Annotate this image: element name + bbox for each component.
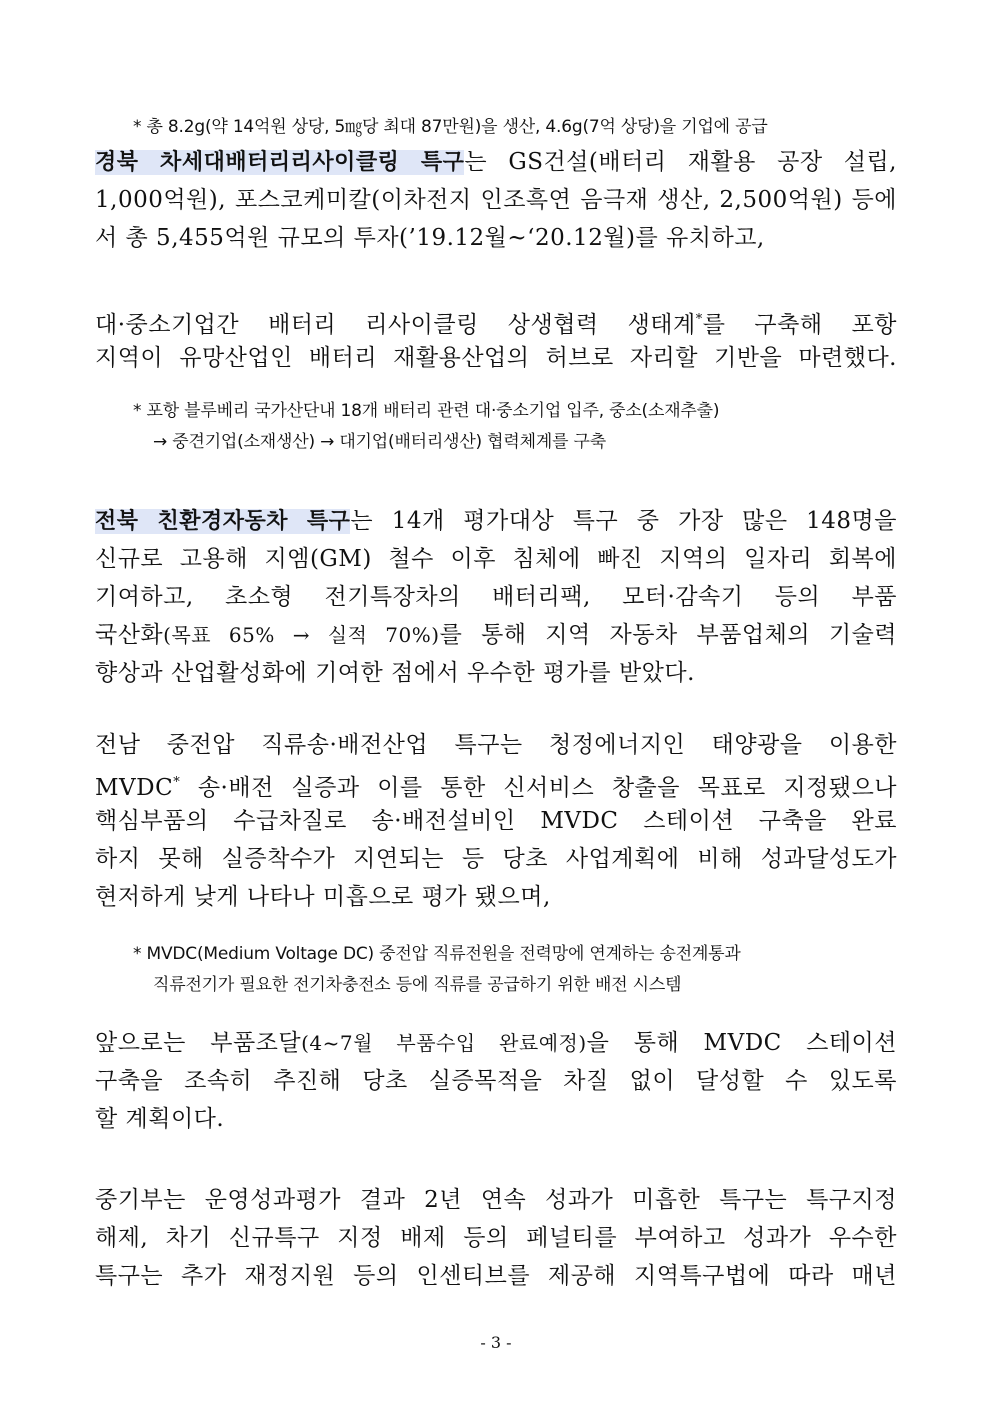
paragraph-line: 특구는 추가 재정지원 등의 인센티브를 제공해 지역특구법에 따라 매년 [95, 1263, 897, 1289]
paragraph-line: MVDC* 송·배전 실증과 이를 통한 신서비스 창출을 목표로 지정됐으나 [95, 775, 897, 801]
paragraph-line: 기여하고, 초소형 전기특장차의 배터리팩, 모터·감속기 등의 부품 [95, 584, 897, 610]
paragraph-line: 현저하게 낮게 나타나 미흡으로 평가 됐으며, [95, 884, 551, 910]
footnote-marker: * [695, 312, 703, 327]
footnote-line: * MVDC(Medium Voltage DC) 중전압 직류전원을 전력망에 연계하는 송전계통과 [133, 944, 741, 964]
footnote-line: → 중견기업(소재생산) → 대기업(배터리생산) 협력체계를 구축 [153, 432, 606, 452]
paragraph-ministry-policy [95, 1181, 897, 1295]
paragraph-jeonnam [95, 726, 897, 916]
paragraph-line: 신규로 고용해 지엠(GM) 철수 이후 침체에 빠진 지역의 일자리 회복에 [95, 546, 897, 572]
paragraph-jeonbuk [95, 502, 897, 692]
paragraph-line: 구축을 조속히 추진해 당초 실증목적을 차질 없이 달성할 수 있도록 [95, 1068, 897, 1094]
paragraph-recycling-ecosystem [95, 301, 897, 377]
paragraph-line: 서 총 5,455억원 규모의 투자(’19.12월~‘20.12월)를 유치하고, [95, 225, 765, 251]
paragraph-line: 1,000억원), 포스코케미칼(이차전지 인조흑연 음극재 생산, 2,500억원) 등에 [95, 187, 897, 213]
footnote-marker: * [173, 775, 181, 790]
paragraph-line: 앞으로는 부품조달(4~7월 부품수입 완료예정)을 통해 MVDC 스테이션 [95, 1030, 897, 1056]
paragraph-line: 지역이 유망산업인 배터리 재활용산업의 허브로 자리할 기반을 마련했다. [95, 345, 897, 371]
footnote-line: * 포항 블루베리 국가산단내 18개 배터리 관련 대·중소기업 입주, 중소(소재추출) [133, 401, 720, 421]
paragraph-gyeongbuk [95, 143, 897, 257]
highlight-jeonbuk: 전북 친환경자동차 특구 [95, 509, 351, 534]
footnote-line: 직류전기가 필요한 전기차충전소 등에 직류를 공급하기 위한 배전 시스템 [153, 975, 682, 995]
highlight-gyeongbuk: 경북 차세대배터리리사이클링 특구 [95, 150, 465, 175]
paragraph-line: 전북 친환경자동차 특구는 14개 평가대상 특구 중 가장 많은 148명을 [95, 508, 897, 534]
paragraph-line: 대·중소기업간 배터리 리사이클링 상생협력 생태계*를 구축해 포항 [95, 312, 897, 338]
paragraph-line: 해제, 차기 신규특구 지정 배제 등의 페널티를 부여하고 성과가 우수한 [95, 1225, 897, 1251]
footnote-production [133, 112, 903, 143]
paragraph-line: 하지 못해 실증착수가 지연되는 등 당초 사업계획에 비해 성과달성도가 [95, 846, 897, 872]
paragraph-line: 전남 중전압 직류송·배전산업 특구는 청정에너지인 태양광을 이용한 [95, 732, 898, 758]
paragraph-line: 할 계획이다. [95, 1106, 225, 1132]
footnote-mvdc [133, 939, 903, 1001]
paragraph-future-plan [95, 1024, 897, 1138]
paragraph-line: 경북 차세대배터리리사이클링 특구는 GS건설(배터리 재활용 공장 설립, [95, 149, 897, 175]
paragraph-line: 핵심부품의 수급차질로 송·배전설비인 MVDC 스테이션 구축을 완료 [95, 808, 897, 834]
paragraph-line: 중기부는 운영성과평가 결과 2년 연속 성과가 미흡한 특구는 특구지정 [95, 1187, 897, 1213]
paragraph-line: 향상과 산업활성화에 기여한 점에서 우수한 평가를 받았다. [95, 660, 695, 686]
paragraph-line: 국산화(목표 65% → 실적 70%)를 통해 지역 자동차 부품업체의 기술력 [95, 622, 898, 648]
page-number: - 3 - [480, 1333, 512, 1352]
footnote-pohang [133, 396, 903, 458]
footnote-line: * 총 8.2g(약 14억원 상당, 5㎎당 최대 87만원)을 생산, 4.6g(7억 상당)을 기업에 공급 [133, 117, 768, 137]
